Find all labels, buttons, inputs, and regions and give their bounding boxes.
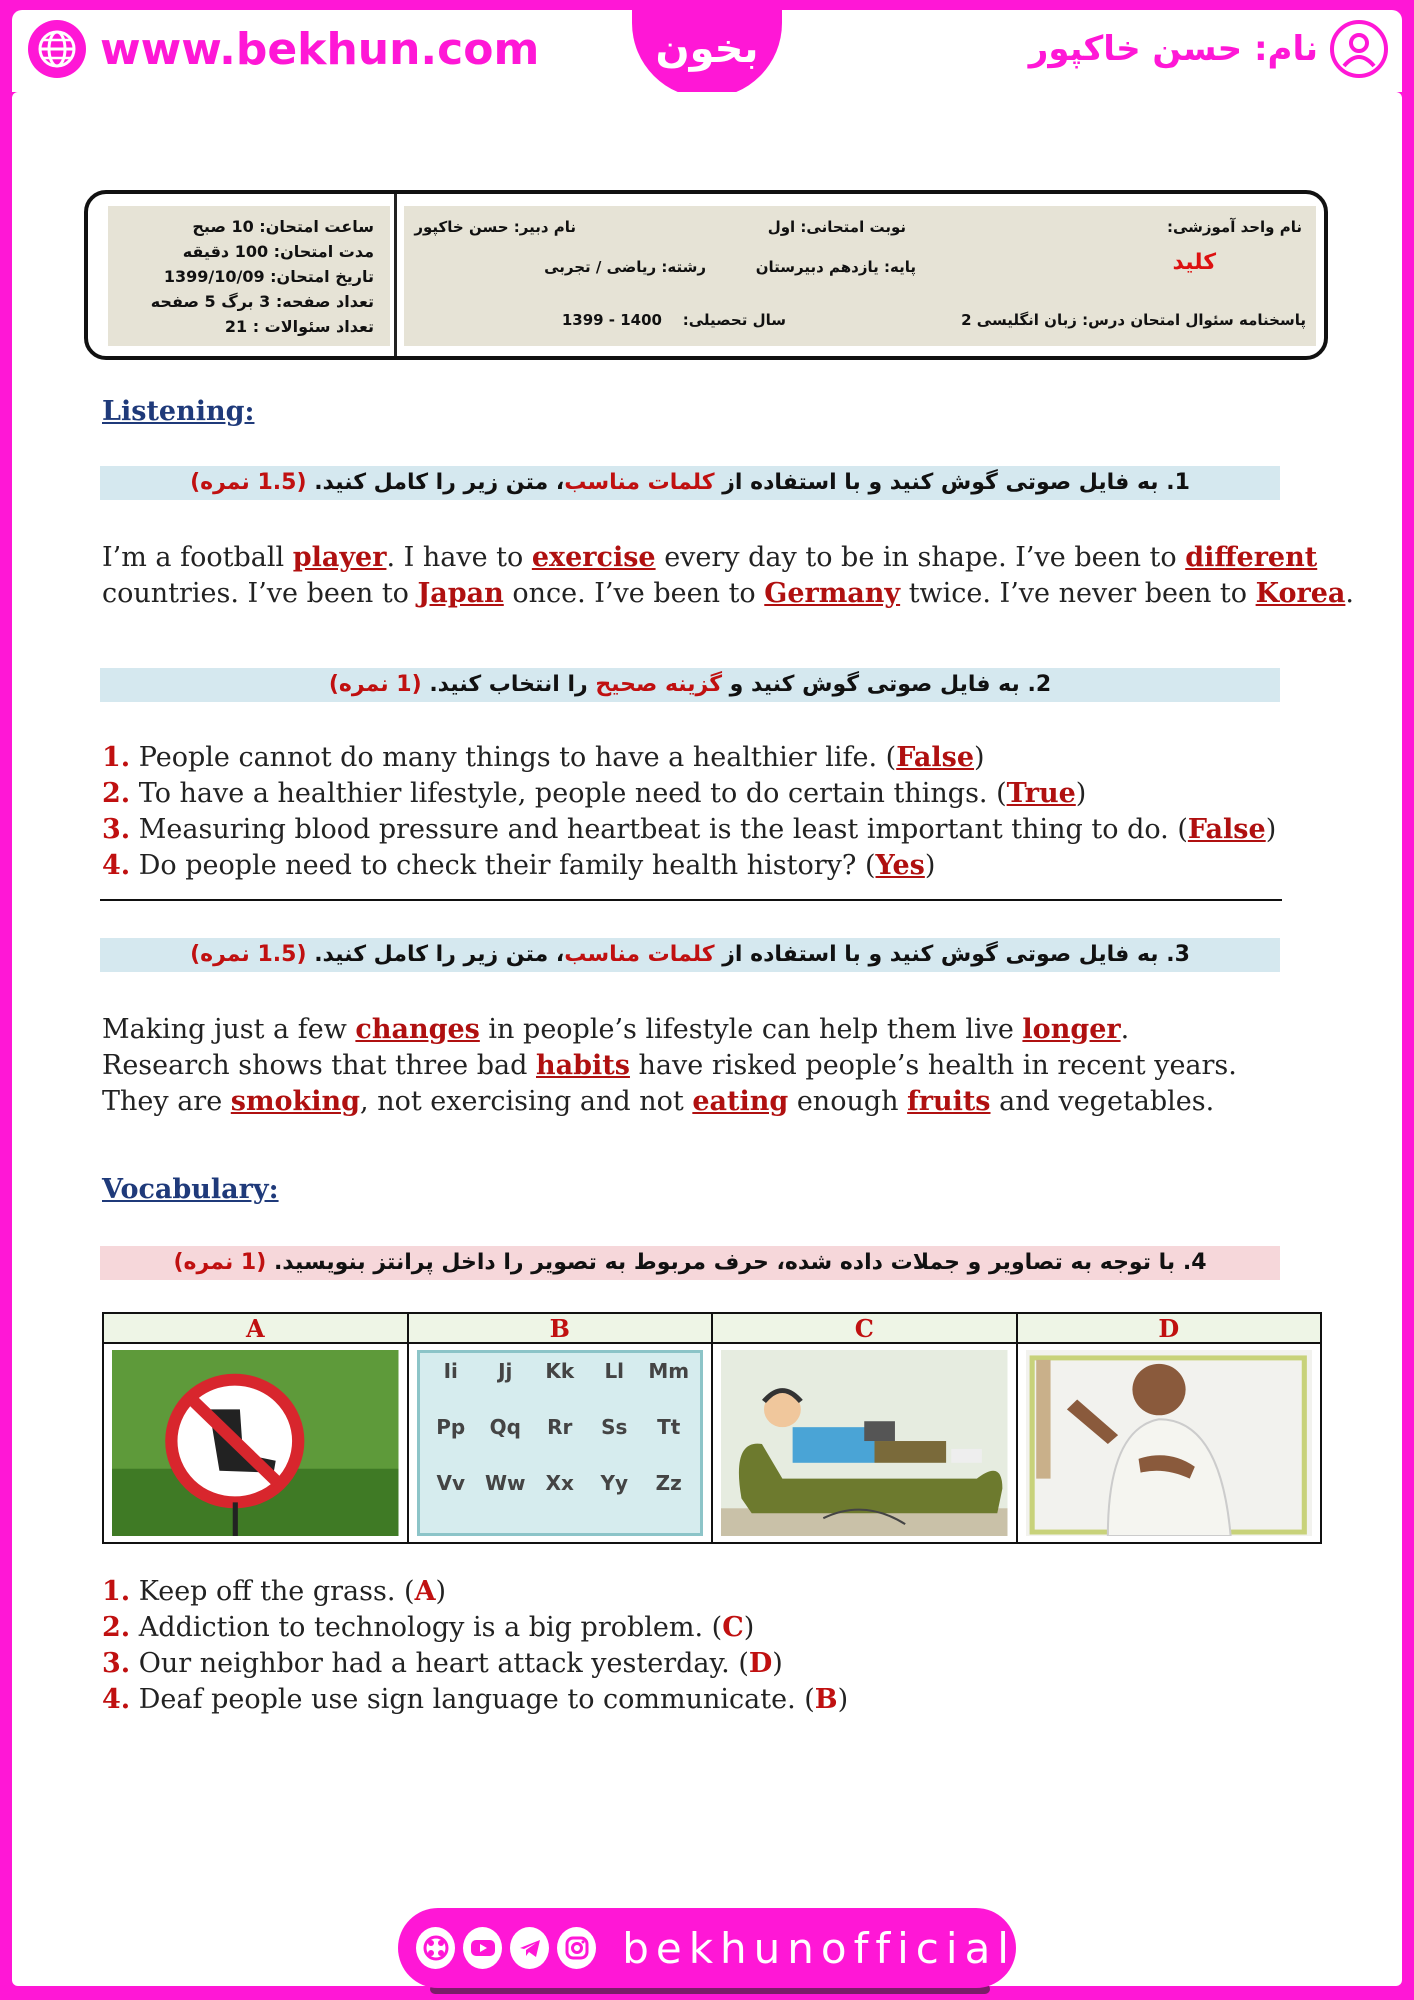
unit-label: نام واحد آموزشی:	[1166, 218, 1302, 236]
chart-letter: Zz	[655, 1471, 682, 1495]
q3-paragraph	[102, 1012, 1237, 1120]
year-label: سال تحصیلی:	[682, 311, 786, 329]
listening-heading: Listening:	[102, 396, 255, 427]
item-end: )	[974, 742, 985, 773]
chart-letter: Qq	[489, 1415, 521, 1439]
q3-text: and vegetables.	[990, 1086, 1215, 1117]
field-of-study: رشته: ریاضی / تجربی	[544, 258, 706, 276]
question-count: تعداد سئوالات : 21	[224, 317, 374, 336]
q3-text: enough	[788, 1086, 908, 1117]
grade-level: پایه: یازدهم دبیرستان	[755, 258, 916, 276]
q3-text-end: ، متن زیر را کامل کنید.	[314, 942, 565, 967]
q1-text: I’m a football	[102, 542, 293, 573]
list-item	[102, 740, 1276, 776]
q3-answer: habits	[536, 1050, 630, 1081]
tech-addiction-image	[721, 1350, 1008, 1536]
column-label: A	[104, 1314, 407, 1344]
youtube-icon[interactable]	[463, 1927, 502, 1969]
instagram-icon[interactable]	[557, 1927, 596, 1969]
q3-text: in people’s lifestyle can help them live	[479, 1014, 1023, 1045]
answer-sheet-title: پاسخنامه سئوال امتحان درس: زبان انگلیسی 2	[961, 311, 1306, 329]
item-end: )	[1075, 778, 1087, 809]
logo-text: بخون	[655, 26, 759, 72]
item-number: 4.	[102, 1684, 131, 1715]
q1-text: countries. I’ve been to	[102, 578, 418, 609]
item-text: Do people need to check their family health history? (	[138, 850, 876, 881]
user-icon	[1330, 20, 1388, 78]
site-link[interactable]	[28, 20, 539, 78]
q1-text: twice. I’ve never been to	[900, 578, 1256, 609]
globe-icon	[28, 20, 86, 78]
picture-table	[102, 1312, 1322, 1544]
item-text: Deaf people use sign language to communicate. (	[138, 1684, 815, 1715]
item-number: 2.	[102, 1612, 131, 1643]
chart-letter: Ww	[484, 1471, 526, 1495]
item-number: 3.	[102, 1648, 131, 1679]
question-1-instruction	[100, 466, 1280, 500]
column-label: B	[409, 1314, 712, 1344]
chart-letter: Rr	[547, 1415, 573, 1439]
q3-answer: smoking	[230, 1086, 361, 1117]
chart-letter: Mm	[648, 1359, 690, 1383]
q1-text: . I have to	[386, 542, 532, 573]
q3-text: , not exercising and not	[360, 1086, 693, 1117]
item-answer: B	[814, 1684, 838, 1715]
picture-column-b	[409, 1314, 714, 1542]
q1-answer: exercise	[531, 542, 656, 573]
chart-letter: Kk	[545, 1359, 575, 1383]
list-item	[102, 848, 1276, 884]
q1-answer: different	[1185, 542, 1318, 573]
page-count: تعداد صفحه: 3 برگ 5 صفحه	[150, 292, 374, 311]
exam-details	[404, 206, 1316, 346]
q3-line-2	[102, 1048, 1237, 1084]
site-url[interactable]: www.bekhun.com	[100, 23, 540, 75]
author-name-text: نام: حسن خاکپور	[1028, 29, 1318, 69]
q2-text-end: را انتخاب کنید.	[429, 672, 596, 697]
list-item	[102, 1610, 848, 1646]
sign-language-chart-image	[417, 1350, 704, 1536]
item-text: To have a healthier lifestyle, people need to do certain things. (	[138, 778, 1007, 809]
q3-text: They are	[102, 1086, 231, 1117]
item-answer: D	[748, 1648, 773, 1679]
q3-answer: eating	[692, 1086, 789, 1117]
q3-text: Making just a few	[102, 1014, 356, 1045]
exam-date: تاریخ امتحان: 1399/10/09	[163, 267, 374, 286]
q1-highlight: کلمات مناسب	[564, 470, 715, 495]
answer-key-label: کلید	[1172, 250, 1216, 275]
q3-text: به فایل صوتی گوش کنید و با استفاده از	[714, 942, 1167, 967]
q3-line-3	[102, 1084, 1237, 1120]
item-text: Keep off the grass. (	[138, 1576, 415, 1607]
q3-highlight: کلمات مناسب	[564, 942, 715, 967]
q1-answer: Germany	[764, 578, 901, 609]
item-answer: True	[1006, 778, 1076, 809]
list-item	[102, 1646, 848, 1682]
item-end: )	[924, 850, 936, 881]
q3-answer: changes	[355, 1014, 480, 1045]
brand-logo	[632, 0, 782, 98]
teacher-name: نام دبیر: حسن خاکپور	[414, 218, 576, 236]
item-text: Addiction to technology is a big problem. (	[138, 1612, 723, 1643]
q3-text: Research shows that three bad	[102, 1050, 536, 1081]
column-label: C	[713, 1314, 1016, 1344]
q1-text: every day to be in shape. I’ve been to	[655, 542, 1186, 573]
social-bar[interactable]	[398, 1908, 1016, 1988]
item-answer: Yes	[875, 850, 925, 881]
q1-text: به فایل صوتی گوش کنید و با استفاده از	[714, 470, 1167, 495]
item-answer: A	[414, 1576, 436, 1607]
question-3-instruction	[100, 938, 1280, 972]
q3-answer: fruits	[907, 1086, 991, 1117]
q4-list	[102, 1574, 848, 1718]
q1-text: .	[1345, 578, 1354, 609]
q4-number: 4.	[1182, 1250, 1207, 1275]
q4-text: با توجه به تصاویر و جملات داده شده، حرف مربوط به تصویر را داخل پرانتز بنویسید.	[273, 1250, 1183, 1275]
academic-year: 1399 - 1400	[561, 311, 662, 329]
q4-score: (1 نمره)	[173, 1250, 267, 1275]
keep-off-grass-image	[112, 1350, 399, 1536]
picture-column-d	[1018, 1314, 1321, 1542]
q2-text: به فایل صوتی گوش کنید و	[722, 672, 1028, 697]
top-banner	[12, 10, 1402, 92]
q1-answer: player	[292, 542, 387, 573]
q1-line-1	[102, 540, 1354, 576]
q1-paragraph	[102, 540, 1354, 612]
chart-letter: Pp	[436, 1415, 466, 1439]
item-text: Measuring blood pressure and heartbeat is the least important thing to do. (	[138, 814, 1188, 845]
item-number: 3.	[102, 814, 131, 845]
header-divider	[394, 194, 397, 356]
item-number: 1.	[102, 1576, 131, 1607]
social-handle[interactable]: bekhunofficial	[622, 1923, 1016, 1973]
exam-duration: مدت امتحان: 100 دقیقه	[182, 242, 374, 261]
chart-letter: Yy	[600, 1471, 629, 1495]
list-item	[102, 776, 1276, 812]
q1-text-end: ، متن زیر را کامل کنید.	[314, 470, 565, 495]
picture-column-a	[104, 1314, 409, 1542]
chart-letter: Vv	[436, 1471, 465, 1495]
q3-text: have risked people’s health in recent years.	[629, 1050, 1237, 1081]
q3-number: 3.	[1166, 942, 1190, 967]
q1-score: (1.5 نمره)	[190, 470, 307, 495]
item-end: )	[837, 1684, 849, 1715]
picture-column-c	[713, 1314, 1018, 1542]
question-4-instruction	[100, 1246, 1280, 1280]
list-item	[102, 812, 1276, 848]
list-item	[102, 1682, 848, 1718]
q1-number: 1.	[1166, 470, 1190, 495]
q3-score: (1.5 نمره)	[190, 942, 307, 967]
item-number: 1.	[102, 742, 131, 773]
q2-highlight: گزینه صحیح	[595, 672, 723, 697]
item-answer: False	[896, 742, 975, 773]
author-name	[1029, 20, 1388, 78]
heart-attack-image	[1026, 1350, 1313, 1536]
item-answer: False	[1187, 814, 1266, 845]
exam-turn: نوبت امتحانی: اول	[767, 218, 906, 236]
column-label: D	[1018, 1314, 1321, 1344]
q2-score: (1 نمره)	[328, 672, 422, 697]
item-end: )	[743, 1612, 755, 1643]
item-text: Our neighbor had a heart attack yesterday. (	[138, 1648, 749, 1679]
item-number: 2.	[102, 778, 131, 809]
item-end: )	[1265, 814, 1277, 845]
q3-text: .	[1120, 1014, 1130, 1045]
item-number: 4.	[102, 850, 131, 881]
exam-header	[84, 190, 1328, 360]
q1-line-2	[102, 576, 1354, 612]
chart-letter: Xx	[545, 1471, 574, 1495]
vocabulary-heading: Vocabulary:	[102, 1174, 279, 1205]
item-end: )	[772, 1648, 783, 1679]
list-item	[102, 1574, 848, 1610]
item-end: )	[435, 1576, 447, 1607]
item-answer: C	[722, 1612, 744, 1643]
telegram-icon[interactable]	[510, 1927, 549, 1969]
aparat-icon[interactable]	[416, 1927, 455, 1969]
exam-time: ساعت امتحان: 10 صبح	[192, 217, 374, 236]
q2-list	[102, 740, 1276, 884]
q3-answer: longer	[1022, 1014, 1121, 1045]
chart-letter: Tt	[657, 1415, 681, 1439]
chart-letter: Jj	[498, 1359, 513, 1383]
item-text: People cannot do many things to have a healthier life. (	[138, 742, 897, 773]
q3-line-1	[102, 1012, 1237, 1048]
q1-answer: Japan	[417, 578, 504, 609]
exam-info	[108, 206, 390, 346]
question-2-instruction	[100, 668, 1280, 702]
section-divider	[100, 899, 1282, 901]
q2-number: 2.	[1027, 672, 1052, 697]
chart-letter: Ii	[443, 1359, 458, 1383]
chart-letter: Ll	[604, 1359, 625, 1383]
q1-answer: Korea	[1255, 578, 1346, 609]
chart-letter: Ss	[601, 1415, 628, 1439]
q1-text: once. I’ve been to	[503, 578, 765, 609]
